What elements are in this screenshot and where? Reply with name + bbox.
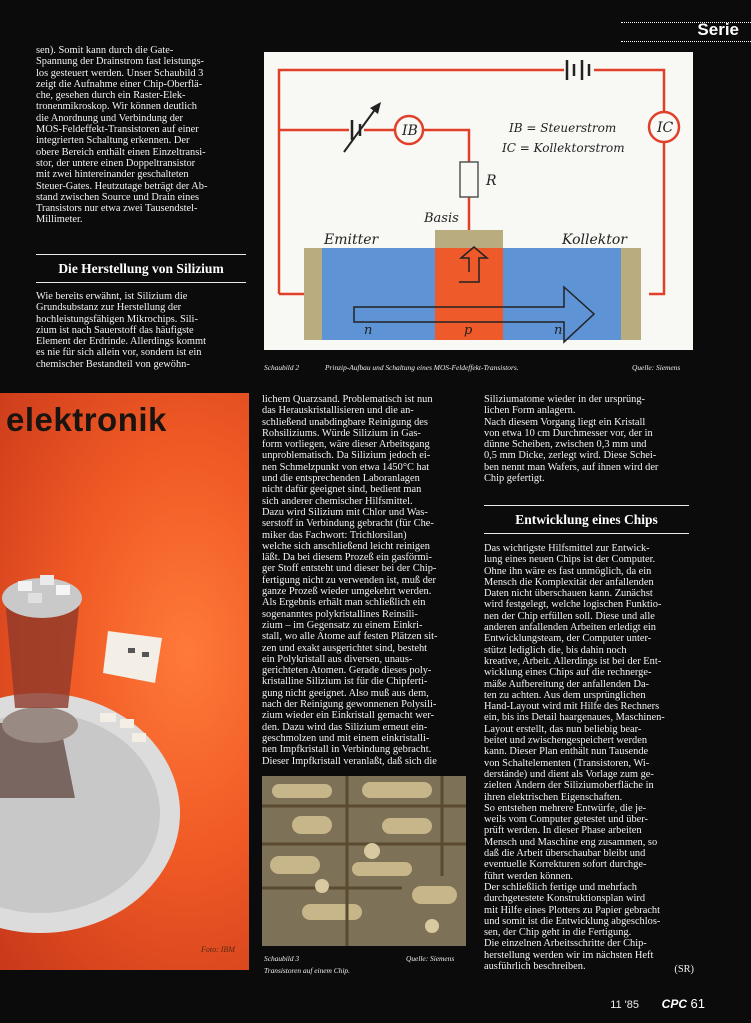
legend-ib: IB = Steuerstrom: [509, 121, 617, 135]
label-n-kollektor: n: [554, 323, 563, 338]
figure3-caption: Transistoren auf einem Chip.: [264, 966, 350, 975]
figure-2-diagram: [264, 52, 693, 350]
column3-bottom-text: Das wichtigste Hilfsmittel zur Entwick- lung eines neuen Chips ist der Computer. Ohne ihn wäre es fast unmöglich, da ein Mensch die Komplexität der anfallenden Daten nicht überschauen kann. Zunächst wird festgelegt, welche logischen Funktio- nen der Chip erfüllen soll. Diese und alle anderen anfallenden Arbeiten erledigt ein Entwicklungsteam, der Computer unter- stützt lediglich die, bis dahin noch kreative, Arbeit. Allerdings ist bei der Ent- wicklung eines Chips auf die rechnerge- mäße Aufbereitung der anfallenden Da- ten zu achten. Aus dem ursprünglichen Hand-Layout wird mit Hilfe des Rechners ein, bis ins Detail haargenaues, Maschinen- Layout erstellt, das nun beliebig bear- beitet und zwischengespeichert werden kann. Dieser Plan enthält nun Tausende von Schaltelementen (Transistoren, Wi- derstände) und dient als Vorlage zum ge- zielten Ändern der Siliziumoberfläche in ihren elektrischen Eigenschaften. So entstehen mehrere Entwürfe, die je- weils vom Computer getestet und über- prüft werden. In dieser Phase arbeiten Mensch und Maschine eng zusammen, so daß die Arbeit überschaubar bleibt und eventuelle Korrekturen sofort durchge- führt werden können. Der schließlich fertige und mehrfach durchgetestete Konstruktionsplan wird mit Hilfe eines Plotters zu Papier gebracht und somit ist die Entwicklung abgeschlos- sen, der Chip geht in die Fertigung. Die einzelnen Arbeitsschritte der Chip- herstellung werden wir im nächsten Heft ausführlich beschreiben.: [484, 543, 665, 972]
column1-mid-text: Wie bereits erwähnt, ist Silizium die Grundsubstanz zur Herstellung der hochleistungsfähigen Mikrochips. Sili- zium ist nach Sauerstoff das häufigste Element der Erdrinde. Allerdings kommt es nie für sich allein vor, sondern ist ein chemischer Bestandteil von gewöhn-: [36, 291, 206, 370]
series-label: Serie: [697, 20, 739, 39]
label-ic: IC: [657, 120, 674, 136]
column2-text: lichem Quarzsand. Problematisch ist nun das Herauskristallisieren und die an- schließend unabdingbare Reinigung des Rohsiliziums. Würde Silizium in Gas- form vorliegen, wäre dieser Arbeitsgang unproblematisch. Da Silizium jedoch ei- nen Schmelzpunkt von etwa 1450°C hat und die entsprechenden Laboranlagen nicht dafür geeignet sind, bedient man sich anderer chemischer Hilfsmittel. Dazu wird Silizium mit Chlor und Was- serstoff in Verbindung gebracht (für Che- miker das Fachwort: Trichlorsilan) welche sich anschließend leicht reinigen läßt. Da bei diesem Prozeß ein gasförmi- ger Stoff entsteht und dieser bei der Chip- fertigung nicht zu verwenden ist, muß der ganze Prozeß wieder umgekehrt werden. Als Ergebnis erhält man schließlich ein sogenanntes polykristallines Reinsili- zium – im Gegensatz zu einem Einkri- stall, wo alle Atome auf festen Plätzen sit- zen und exakt ausgerichtet sind, besteht ein Polykristall aus diversen, unaus- gerichteten Atomen. Gerade dieses poly- kristalline Silizium ist für die Chipferti- gung nicht geeignet. Also muß aus dem, nach der Reinigung gewonnenen Polysili- zium wieder ein Einkristall gemacht wer- den. Dazu wird das Silizium erneut ein- geschmolzen und mit einem einkristalli- nen Impfkristall in Verbindung gebracht. Dieser Impfkristall veranlaßt, daß sich die: [262, 394, 438, 767]
chip-micrograph-image: [262, 776, 466, 946]
magazine-logo: CPC: [661, 997, 687, 1011]
label-r: R: [486, 173, 497, 189]
figure3-source: Quelle: Siemens: [406, 954, 455, 963]
page-number: 61: [690, 996, 705, 1011]
figure3-caption-number: Schaubild 3: [264, 954, 300, 963]
figure2-source: Quelle: Siemens: [632, 363, 681, 372]
heading1-rule-bottom: [36, 282, 246, 283]
column3-top-text: Siliziumatome wieder in der ursprüng- lichen Form anlagern. Nach diesem Vorgang liegt ein Kristall von etwa 10 cm Durchmesser vor, der in dünne Scheiben, zwischen 0,3 mm und 0,5 mm Dicke, zerlegt wird. Diese Schei- ben nennt man Wafers, auf ihnen wird der Chip gefertigt.: [484, 394, 659, 485]
adjustable-arrow-icon: [344, 104, 379, 152]
label-basis: Basis: [424, 211, 459, 226]
label-p-basis: p: [464, 323, 473, 338]
label-n-emitter: n: [364, 323, 373, 338]
photo-credit: Foto: IBM: [201, 945, 235, 954]
legend-ic: IC = Kollektorstrom: [502, 141, 625, 155]
issue-date: 11 '85: [610, 999, 639, 1011]
heading-silizium: Die Herstellung von Silizium: [58, 261, 224, 276]
heading-entwicklung: Entwicklung eines Chips: [515, 512, 658, 527]
figure2-caption-number: Schaubild 2: [264, 363, 300, 372]
figure-3-micrograph: [262, 776, 466, 946]
transistor-diagram: [264, 52, 693, 350]
heading1-rule-top: [36, 254, 246, 255]
author-signoff: (SR): [674, 964, 694, 975]
figure2-caption: Prinzip-Aufbau und Schaltung eines MOS-Feldeffekt-Transistors.: [325, 363, 519, 372]
series-banner: [621, 22, 751, 42]
column1-top-text: sen). Somit kann durch die Gate- Spannung der Drainstrom fast leistungs- los gesteuert werden. Unser Schaubild 3 zeigt die Aufnahme einer Chip-Oberflä- che, gesehen durch ein Raster-Elek- tronenmikroskop. Wir können deutlich die Anordnung und Verbindung der MOS-Feldeffekt-Transistoren auf einer integrierten Schaltung erkennen. Der obere Bereich enthält einen Einzeltransi- stor, der untere einen Doppeltransistor mit zwei hintereinander geschalteten Steuer-Gates. Heutzutage beträgt der Ab- stand zwischen Source und Drain eines Transistors nur etwa zwei Tausendstel- Millimeter.: [36, 45, 208, 226]
photo-illustration: [0, 393, 249, 970]
section-title-elektronik: elektronik: [6, 401, 167, 438]
label-kollektor: Kollektor: [562, 232, 627, 248]
label-ib: IB: [402, 123, 418, 139]
heading2-rule-bottom: [484, 533, 689, 534]
label-emitter: Emitter: [324, 232, 379, 248]
photo-chips-thimble: [0, 393, 249, 970]
heading2-rule-top: [484, 505, 689, 506]
